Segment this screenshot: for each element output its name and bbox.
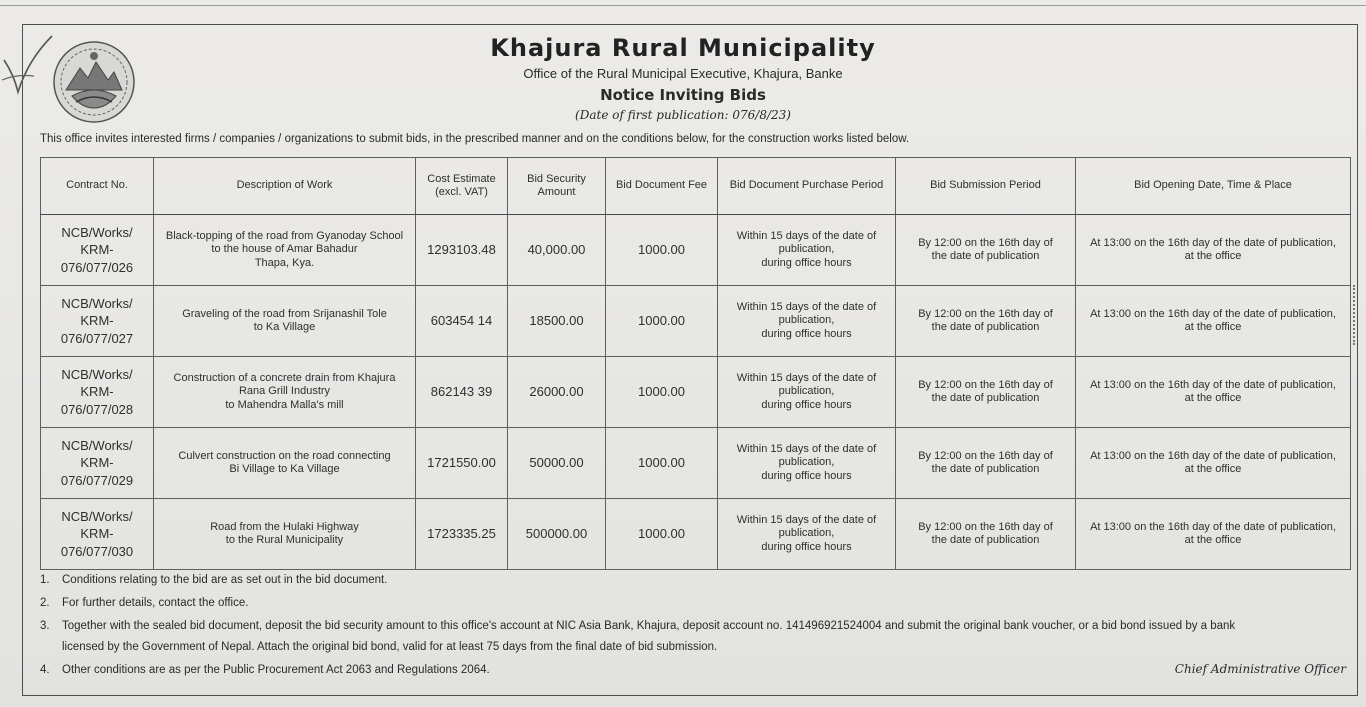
tender-table [40, 157, 1351, 570]
cost-estimate-cell: 1293103.48 [416, 215, 508, 286]
bid-fee-cell: 1000.00 [606, 499, 718, 570]
work-description-cell: Road from the Hulaki Highway to the Rural Municipality [154, 499, 416, 570]
tender-table-container [40, 157, 1350, 570]
opening-cell: At 13:00 on the 16th day of the date of publication, at the office [1076, 428, 1351, 499]
notice-title: Notice Inviting Bids [600, 86, 766, 104]
bid-security-cell: 26000.00 [508, 357, 606, 428]
col-header-cost-estimate: Cost Estimate (excl. VAT) [416, 158, 508, 215]
intro-paragraph: This office invites interested firms / companies / organizations to submit bids, in the prescribed manner and on the conditions below, for the construction works listed below. [40, 133, 910, 145]
work-description-cell: Construction of a concrete drain from Khajura Rana Grill Industry to Mahendra Malla's mill [154, 357, 416, 428]
office-name: Office of the Rural Municipal Executive, Khajura, Banke [523, 66, 843, 81]
bid-security-cell: 50000.00 [508, 428, 606, 499]
bid-fee-cell: 1000.00 [606, 215, 718, 286]
submission-period-cell: By 12:00 on the 16th day of the date of publication [896, 357, 1076, 428]
bid-security-cell: 500000.00 [508, 499, 606, 570]
list-item: 1. Conditions relating to the bid are as set out in the bid document. [40, 574, 388, 586]
bid-fee-cell: 1000.00 [606, 428, 718, 499]
list-item: licensed by the Government of Nepal. Attach the original bid bond, valid for at least 75 days from the final date of bid submission. [62, 641, 718, 653]
table-row [41, 357, 1351, 428]
opening-cell: At 13:00 on the 16th day of the date of publication, at the office [1076, 215, 1351, 286]
opening-cell: At 13:00 on the 16th day of the date of publication, at the office [1076, 286, 1351, 357]
table-row [41, 499, 1351, 570]
submission-period-cell: By 12:00 on the 16th day of the date of publication [896, 428, 1076, 499]
bid-security-cell: 18500.00 [508, 286, 606, 357]
contract-number-cell: NCB/Works/ KRM- 076/077/026 [41, 215, 154, 286]
page-edge-mark [1353, 285, 1356, 345]
list-item: 2. For further details, contact the office. [40, 597, 249, 609]
submission-period-cell: By 12:00 on the 16th day of the date of publication [896, 499, 1076, 570]
bid-fee-cell: 1000.00 [606, 286, 718, 357]
cost-estimate-cell: 1721550.00 [416, 428, 508, 499]
col-header-purchase-period: Bid Document Purchase Period [718, 158, 896, 215]
purchase-period-cell: Within 15 days of the date of publication, during office hours [718, 286, 896, 357]
contract-number-cell: NCB/Works/ KRM- 076/077/030 [41, 499, 154, 570]
col-header-opening: Bid Opening Date, Time & Place [1076, 158, 1351, 215]
col-header-submission-period: Bid Submission Period [896, 158, 1076, 215]
purchase-period-cell: Within 15 days of the date of publication, during office hours [718, 428, 896, 499]
table-header-row [41, 158, 1351, 215]
submission-period-cell: By 12:00 on the 16th day of the date of publication [896, 286, 1076, 357]
purchase-period-cell: Within 15 days of the date of publication, during office hours [718, 357, 896, 428]
list-item: 4. Other conditions are as per the Public Procurement Act 2063 and Regulations 2064. [40, 664, 490, 676]
opening-cell: At 13:00 on the 16th day of the date of publication, at the office [1076, 357, 1351, 428]
purchase-period-cell: Within 15 days of the date of publication, during office hours [718, 215, 896, 286]
contract-number-cell: NCB/Works/ KRM- 076/077/027 [41, 286, 154, 357]
col-header-contract-no: Contract No. [41, 158, 154, 215]
bid-security-cell: 40,000.00 [508, 215, 606, 286]
bid-fee-cell: 1000.00 [606, 357, 718, 428]
opening-cell: At 13:00 on the 16th day of the date of publication, at the office [1076, 499, 1351, 570]
signatory-title: Chief Administrative Officer [1174, 662, 1346, 676]
organization-name: Khajura Rural Municipality [490, 34, 876, 62]
col-header-work-description: Description of Work [154, 158, 416, 215]
publication-date: (Date of first publication: 076/8/23) [575, 108, 791, 122]
cost-estimate-cell: 1723335.25 [416, 499, 508, 570]
col-header-bid-security: Bid Security Amount [508, 158, 606, 215]
nepal-government-emblem [50, 38, 138, 126]
purchase-period-cell: Within 15 days of the date of publication, during office hours [718, 499, 896, 570]
work-description-cell: Culvert construction on the road connecting Bi Village to Ka Village [154, 428, 416, 499]
cost-estimate-cell: 862143 39 [416, 357, 508, 428]
submission-period-cell: By 12:00 on the 16th day of the date of publication [896, 215, 1076, 286]
work-description-cell: Graveling of the road from Srijanashil Tole to Ka Village [154, 286, 416, 357]
contract-number-cell: NCB/Works/ KRM- 076/077/029 [41, 428, 154, 499]
work-description-cell: Black-topping of the road from Gyanoday School to the house of Amar Bahadur Thapa, Kya. [154, 215, 416, 286]
list-item: 3. Together with the sealed bid document, deposit the bid security amount to this office's account at NIC Asia Bank, Khajura, deposit account no. 141496921524004 and submit the original bank voucher, or a bid bond issued by a bank [40, 620, 1236, 632]
cost-estimate-cell: 603454 14 [416, 286, 508, 357]
top-divider [0, 5, 1366, 6]
table-row [41, 215, 1351, 286]
col-header-bid-fee: Bid Document Fee [606, 158, 718, 215]
table-row [41, 428, 1351, 499]
table-row [41, 286, 1351, 357]
contract-number-cell: NCB/Works/ KRM- 076/077/028 [41, 357, 154, 428]
